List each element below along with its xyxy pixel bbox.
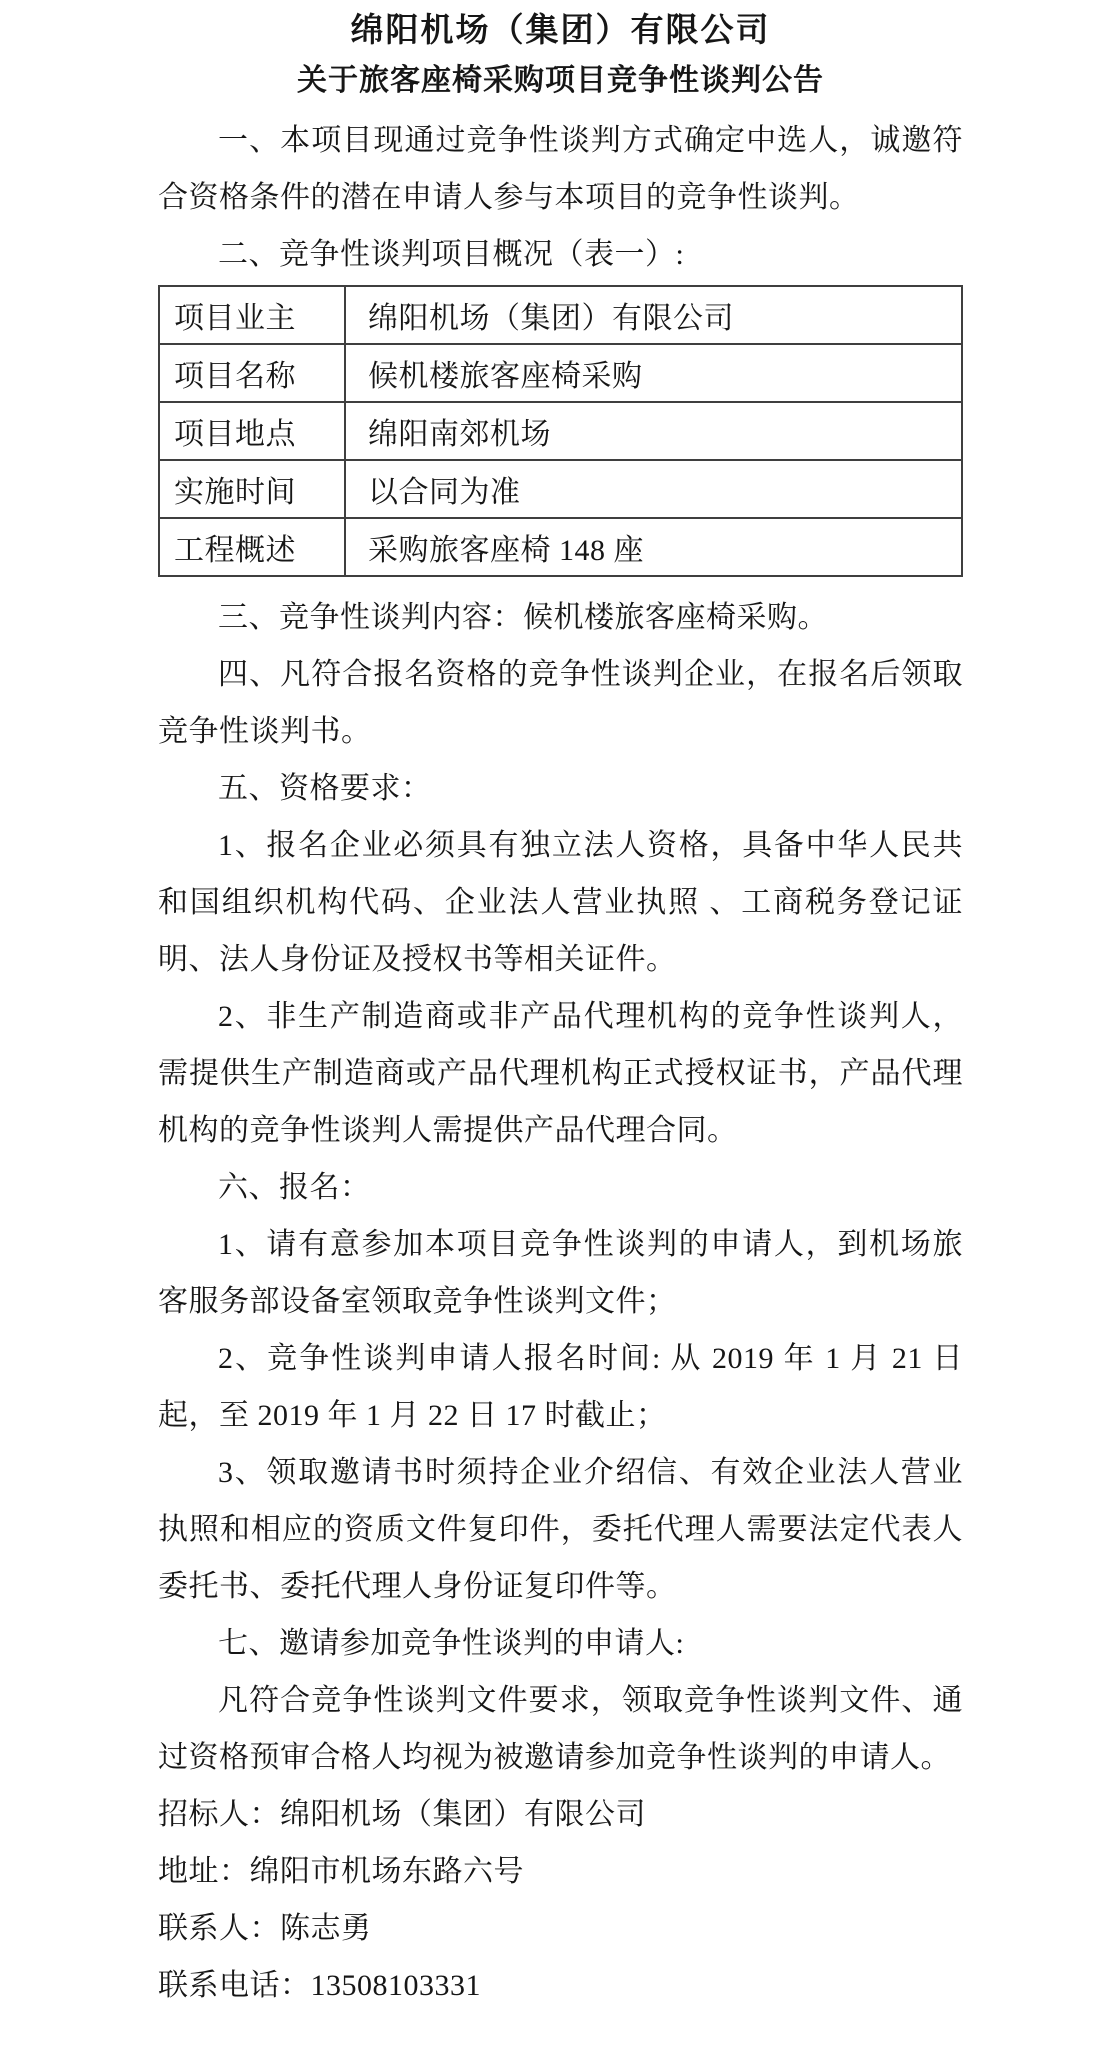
contact-line: 招标人：绵阳机场（集团）有限公司 [158, 1798, 646, 1831]
body-paragraph: 1、报名企业必须具有独立法人资格，具备中华人民共和国组织机构代码、企业法人营业执照 、工商税务登记证明、法人身份证及授权书等相关证件。 [158, 829, 963, 976]
body-paragraph: 四、凡符合报名资格的竞争性谈判企业，在报名后领取竞争性谈判书。 [158, 658, 963, 748]
body-paragraph: 凡符合竞争性谈判文件要求，领取竞争性谈判文件、通过资格预审合格人均视为被邀请参加竞争性谈判的申请人。 [158, 1684, 963, 1774]
contact-line: 联系人：陈志勇 [158, 1912, 372, 1945]
intro-paragraph: 一、本项目现通过竞争性谈判方式确定中选人，诚邀符合资格条件的潜在申请人参与本项目的竞争性谈判。 [158, 124, 963, 214]
intro-paragraphs [158, 112, 963, 283]
table-row [159, 286, 962, 344]
document-title: 绵阳机场（集团）有限公司 [350, 13, 771, 49]
body-paragraph: 1、请有意参加本项目竞争性谈判的申请人，到机场旅客服务部设备室领取竞争性谈判文件； [158, 1228, 963, 1318]
row-label-cell: 实施时间 [159, 460, 345, 518]
body-paragraph: 五、资格要求： [218, 772, 432, 805]
overview-table-body [159, 286, 962, 576]
project-overview-table [158, 285, 963, 577]
row-label-cell: 工程概述 [159, 518, 345, 576]
row-value-cell: 候机楼旅客座椅采购 [345, 344, 962, 402]
table-row [159, 402, 962, 460]
contact-line: 地址：绵阳市机场东路六号 [158, 1855, 524, 1888]
row-value-cell: 绵阳机场（集团）有限公司 [345, 286, 962, 344]
contact-line: 联系电话：13508103331 [158, 1969, 481, 2002]
table-row [159, 344, 962, 402]
document-subtitle: 关于旅客座椅采购项目竞争性谈判公告 [297, 64, 824, 97]
table-row [159, 460, 962, 518]
row-value-cell: 以合同为准 [345, 460, 962, 518]
row-label-cell: 项目业主 [159, 286, 345, 344]
body-paragraph: 六、报名： [218, 1171, 371, 1204]
contact-section [158, 1786, 963, 2014]
row-value-cell: 绵阳南郊机场 [345, 402, 962, 460]
table-row [159, 518, 962, 576]
body-paragraphs [158, 589, 963, 1786]
intro-paragraph: 二、竞争性谈判项目概况（表一）: [218, 238, 685, 271]
row-label-cell: 项目名称 [159, 344, 345, 402]
row-label-cell: 项目地点 [159, 402, 345, 460]
body-paragraph: 2、竞争性谈判申请人报名时间: 从 2019 年 1 月 21 日起，至 2019 年 1 月 22 日 17 时截止； [158, 1342, 963, 1432]
body-paragraph: 3、领取邀请书时须持企业介绍信、有效企业法人营业执照和相应的资质文件复印件，委托代理人需要法定代表人委托书、委托代理人身份证复印件等。 [158, 1456, 963, 1603]
row-value-cell: 采购旅客座椅 148 座 [345, 518, 962, 576]
body-paragraph: 三、竞争性谈判内容：候机楼旅客座椅采购。 [218, 601, 828, 634]
body-paragraph: 2、非生产制造商或非产品代理机构的竞争性谈判人，需提供生产制造商或产品代理机构正式授权证书，产品代理机构的竞争性谈判人需提供产品代理合同。 [158, 1000, 963, 1147]
body-paragraph: 七、邀请参加竞争性谈判的申请人: [218, 1627, 685, 1660]
